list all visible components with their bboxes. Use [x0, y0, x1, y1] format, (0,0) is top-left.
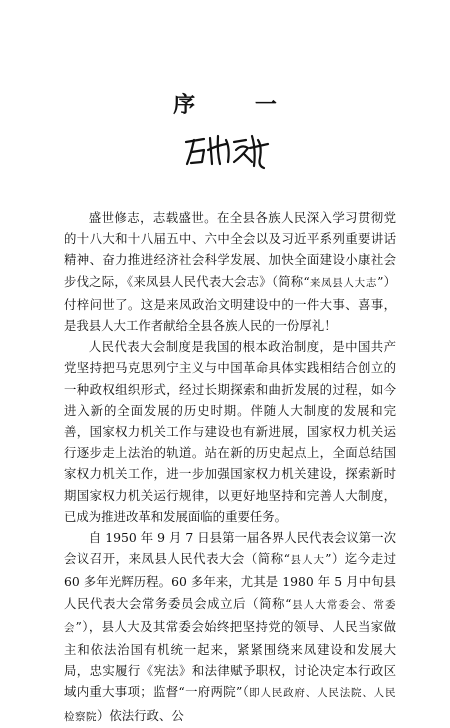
body-paragraph [64, 207, 396, 336]
inline-annotation: 县人大常委会、常委会 [64, 598, 396, 634]
body-paragraph [64, 336, 396, 527]
page-title: 序 一 [173, 92, 303, 118]
inline-annotation: 来凤县人大志 [309, 276, 378, 289]
paragraph-text: ”）迄今走过 60 多年光辉历程。60 多年来，尤其是 1980 年 5 月中旬县人民代表大会常务委员会成立后（简称“ [64, 551, 397, 611]
paragraph-text: 自 1950 年 9 月 7 日县第一届各界人民代表会议第一次会议召开，来凤县人民代表大会（简称“ [64, 530, 396, 567]
paragraph-text: ”）付梓问世了。这是来凤政治文明建设中的一件大事、喜事，是我县人大工作者献给全县各族人民的一份厚礼！ [64, 273, 397, 334]
handwritten-signature [182, 128, 272, 172]
paragraph-text: ）依法行政、公 [97, 707, 184, 723]
inline-annotation: 即人民政府、人民法院、人民检察院 [64, 687, 397, 723]
paragraph-text: 盛世修志，志载盛世。在全县各族人民深入学习贯彻党的十八大和十八届五中、六中全会以及习近平系列重要讲话精神、奋力推进经济社会科学发展、加快全面建设小康社会步伐之际，《来凤县人民代表大会志》（简称“ [64, 210, 396, 289]
preface-body [64, 207, 396, 728]
paragraph-text: 人民代表大会制度是我国的根本政治制度，是中国共产党坚持把马克思列宁主义与中国革命具体实践相结合创立的一种政权组织形式，经过长期探索和曲折发展的过程，如今进入新的全面发展的历史时期。伴随人大制度的发展和完善，国家权力机关工作与建设也有新进展，国家权力机关运行逐步走上法治的轨道。站在新的历史起点上，全面总结国家权力机关工作，进一步加强国家权力机关建设，探索新时期国家权力机关运行规律，以更好地坚持和完善人大制度，已成为推进改革和发展面临的重要任务。 [64, 339, 396, 524]
paragraph-text: ”），县人大及其常委会始终把坚持党的领导、人民当家做主和依法治国有机统一起来，紧紧围绕来凤建设和发展大局，忠实履行《宪法》和法律赋予职权，讨论决定本行政区域内重大事项；监督“一府两院”（ [64, 618, 397, 700]
body-paragraph [64, 527, 396, 728]
inline-annotation: 县人大 [289, 554, 326, 567]
